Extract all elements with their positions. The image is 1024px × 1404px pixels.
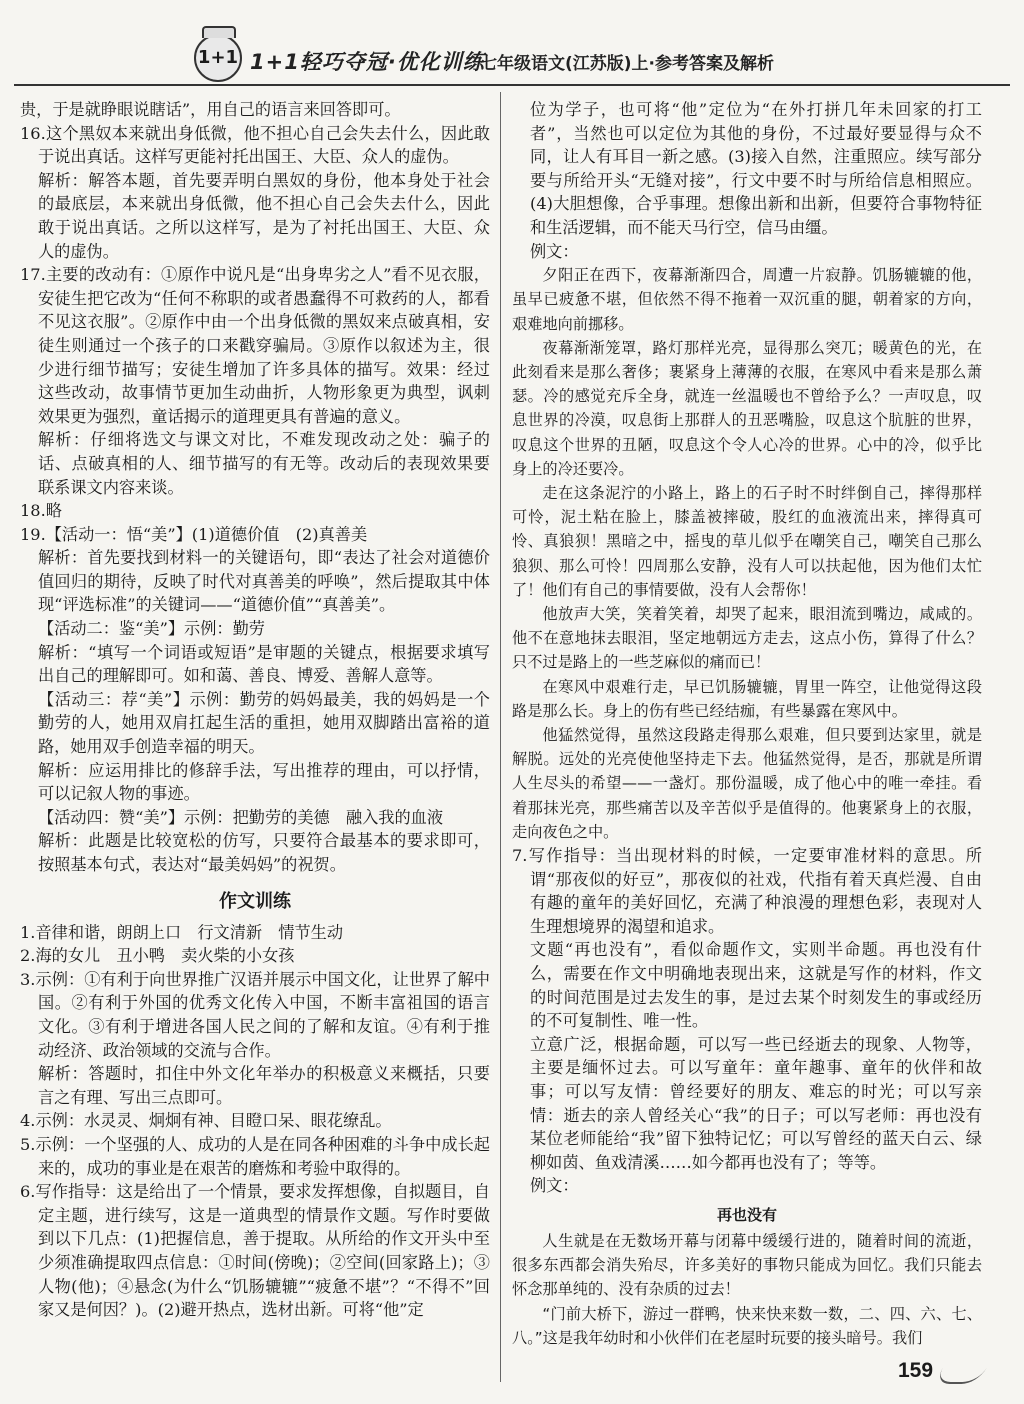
analysis-17: 解析：仔细将选文与课文对比，不难发现改动之处：骗子的话、点破真相的人、细节描写的有无等。改动后的表现效果要联系课文内容来谈。 (38, 430, 490, 497)
writing-7: 7.写作指导：当出现材料的时候，一定要审准材料的意思。所谓“那夜似的好豆”，那夜似的社戏，代指有着天真烂漫、自由有趣的童年的美好回忆，充满了种浪漫的理想色彩，表现对人生理想境界的渴望和追求。 (512, 846, 982, 936)
essay-paragraph: 夕阳正在西下，夜幕渐渐四合，周遭一片寂静。饥肠辘辘的他，虽早已疲惫不堪，但依然不得不拖着一双沉重的腿，朝着家的方向，艰难地向前挪移。 (512, 266, 982, 333)
right-column (512, 98, 982, 1350)
answer-16: 16.这个黑奴本来就出身低微，他不担心自己会失去什么，因此敢于说出真话。这样写更能衬托出国王、大臣、众人的虚伪。 (20, 123, 490, 167)
essay-paragraph: 他放声大笑，笑着笑着，却哭了起来，眼泪流到嘴边，咸咸的。他不在意地抹去眼泪，坚定地朝远方走去，这点小伤，算得了什么？只不过是路上的一些芝麻似的痛而已！ (512, 605, 982, 672)
writing-2: 2.海的女儿 丑小鸭 卖火柴的小女孩 (20, 946, 295, 966)
writing-7-topic: 文题“再也没有”，看似命题作文，实则半命题。再也没有什么，需要在作文中明确地表现出来，这就是写作的材料，作文的时间范围是过去发生的事，是过去某个时刻发生的事或经历的不可复制性、唯一性。 (530, 940, 982, 1031)
analysis-w3: 解析：答题时，扣住中外文化年举办的积极意义来概括，只要言之有理、写出三点即可。 (38, 1064, 490, 1107)
activity-2: 【活动二：鉴“美”】示例：勤劳 (38, 619, 265, 639)
essay-paragraph: 走在这条泥泞的小路上，路上的石子时不时绊倒自己，摔得那样可怜，泥土粘在脸上，膝盖被摔破，股红的血液流出来，摔得真可怜、真狼狈！黑暗之中，摇曳的草儿似乎在嘲笑自己，嘲笑自己那么狼狈、那么可怜！四周那么安静，没有人可以扶起他，因为他们太忙了！他们有自己的事情要做，没有人会帮你！ (512, 483, 982, 599)
page-header (0, 0, 1024, 86)
essay-paragraph: 在寒风中艰难行走，早已饥肠辘辘，胃里一阵空，让他觉得这段路是那么长。身上的伤有些已经结痂，有些暴露在寒风中。 (512, 677, 982, 720)
analysis-19-1: 解析：首先要找到材料一的关键语句，即“表达了社会对道德价值回归的期待，反映了时代对真善美的呼唤”，然后提取其中体现“评选标准”的关键词——“道德价值”“真善美”。 (38, 548, 490, 615)
essay-paragraph: 夜幕渐渐笼罩，路灯那样光亮，显得那么突兀；暖黄色的光，在此刻看来是那么奢侈；裹紧身上薄薄的衣服，在寒风中看来是那么萧瑟。冷的感觉充斥全身，就连一丝温暖也不曾给予么？一声叹息，叹息世界的冷漠，叹息街上那群人的丑恶嘴脸，叹息这个肮脏的世界，叹息这个世界的丑陋，叹息这个令人心冷的世界。心中的冷，似乎比身上的冷还要冷。 (512, 338, 982, 478)
paragraph: 贵，于是就睁眼说瞎话”，用自己的语言来回答即可。 (20, 100, 401, 119)
writing-3: 3.示例：①有利于向世界推广汉语并展示中国文化，让世界了解中国。②有利于外国的优秀文化传入中国，不断丰富祖国的语言文化。③有利于增进各国人民之间的了解和友谊。④有利于推动经济、政治领域的交流与合作。 (20, 969, 490, 1060)
essay-title: 再也没有 (716, 1205, 777, 1224)
analysis-19-3: 解析：应运用排比的修辞手法，写出推荐的理由，可以抒情，可以记叙人物的事迹。 (38, 760, 490, 804)
writing-5: 5.示例：一个坚强的人、成功的人是在同各种困难的斗争中成长起来的，成功的事业是在艰苦的磨炼和考验中取得的。 (20, 1134, 490, 1178)
answer-18: 18.略 (20, 501, 62, 521)
column-divider (500, 92, 501, 1382)
essay-paragraph: “门前大桥下，游过一群鸭，快来快来数一数，二、四、六、七、八。”这是我年幼时和小伙伴们在老屋时玩要的接头暗号。我们 (512, 1304, 982, 1347)
writing-7-idea: 立意广泛，根据命题，可以写一些已经逝去的现象、人物等，主要是缅怀过去。可以写童年：童年趣事、童年的伙伴和故事；可以写友情：曾经要好的朋友、难忘的时光；可以写亲情：逝去的亲人曾经关心“我”的日子；可以写老师：再也没有某位老师能给“我”留下独特记忆；可以写曾经的蓝天白云、绿柳如茵、鱼戏清溪……如今都再也没有了；等等。 (530, 1034, 982, 1172)
writing-4: 4.示例：水灵灵、炯炯有神、目瞪口呆、眼花缭乱。 (20, 1111, 392, 1131)
book-subtitle: 七年级语文(江苏版)上·参考答案及解析 (480, 54, 774, 74)
page-number: 159 (898, 1359, 934, 1382)
header-rule (14, 84, 1010, 86)
answer-19: 19.【活动一：悟“美”】(1)道德价值 (2)真善美 (20, 524, 368, 544)
left-column (20, 98, 490, 1322)
essay-paragraph: 他猛然觉得，虽然这段路走得那么艰难，但只要到达家里，就是解脱。远处的光亮使他坚持走下去。他猛然觉得，是否，那就是所谓人生尽头的希望——一盏灯。那份温暖，成了他心中的唯一牵挂。看着那抹光亮，那些痛苦以及辛苦似乎是值得的。他裹紧身上的衣服，走向夜色之中。 (512, 726, 982, 841)
footer-ornament (933, 1368, 986, 1384)
section-title: 作文训练 (219, 890, 291, 912)
analysis-19-2: 解析：“填写一个词语或短语”是审题的关键点，根据要求填写出自己的理解即可。如和蔼、善良、博爱、善解人意等。 (38, 642, 490, 686)
answer-17: 17.主要的改动有：①原作中说凡是“出身卑劣之人”看不见衣服，安徒生把它改为“任何不称职的或者愚蠢得不可救药的人，都看不见这衣服”。②原作中由一个出身低微的黑奴来点破真相，安徒生则通过一个孩子的口来戳穿骗局。③原作以叙述为主，很少进行细节描写；安徒生增加了许多具体的描写。效果：经过这些改动，故事情节更加生动曲折，人物形象更为典型，讽刺效果更为强烈，童话揭示的道理更具有普遍的意义。 (20, 265, 490, 426)
activity-3: 【活动三：荐“美”】示例：勤劳的妈妈最美，我的妈妈是一个勤劳的人，她用双肩扛起生活的重担，她用双脚踏出富裕的道路，她用双手创造幸福的明天。 (38, 689, 490, 757)
writing-6: 6.写作指导：这是给出了一个情景，要求发挥想像，自拟题目，自定主题，进行续写，这是一道典型的情景作文题。写作时要做到以下几点：(1)把握信息，善于提取。从所给的作文开头中至少须准确提取四点信息：①时间(傍晚)；②空间(回家路上)；③人物(他)；④悬念(为什么“饥肠辘辘”“疲惫不堪”？“不得不”回家又是何因？)。(2)避开热点，选材出新。可将“他”定 (20, 1182, 490, 1320)
example-label: 例文： (530, 241, 579, 261)
book-logo: 1+1 (194, 34, 242, 82)
activity-4: 【活动四：赞“美”】示例：把勤劳的美德 融入我的血液 (38, 807, 444, 827)
writing-6-cont: 位为学子，也可将“他”定位为“在外打拼几年未回家的打工者”，当然也可以定位为其他的身份，不过最好要显得与众不同，让人有耳目一新之感。(3)接入自然，注重照应。续写部分要与所给开头“无缝对接”，行文中要不时与所给信息相照应。(4)大胆想像，合乎事理。想像出新和出新，但要符合事物特征和生活逻辑，而不能天马行空，信马由缰。 (530, 100, 982, 237)
book-title: 1+1轻巧夺冠·优化训练 (250, 50, 485, 74)
writing-1: 1.音律和谐，朗朗上口 行文清新 情节生动 (20, 922, 344, 942)
analysis-19-4: 解析：此题是比较宽松的仿写，只要符合最基本的要求即可，按照基本句式，表达对“最美妈妈”的祝贺。 (38, 831, 490, 874)
example-label: 例文： (530, 1176, 579, 1196)
essay-paragraph: 人生就是在无数场开幕与闭幕中缓缓行进的，随着时间的流逝，很多东西都会消失殆尽，许多美好的事物只能成为回忆。我们只能去怀念那单纯的、没有杂质的过去！ (512, 1231, 982, 1299)
analysis-16: 解析：解答本题，首先要弄明白黑奴的身份，他本身处于社会的最底层，本来就出身低微，他不担心自己会失去什么，因此敢于说出真话。之所以这样写，是为了衬托出国王、大臣、众人的虚伪。 (38, 170, 490, 261)
